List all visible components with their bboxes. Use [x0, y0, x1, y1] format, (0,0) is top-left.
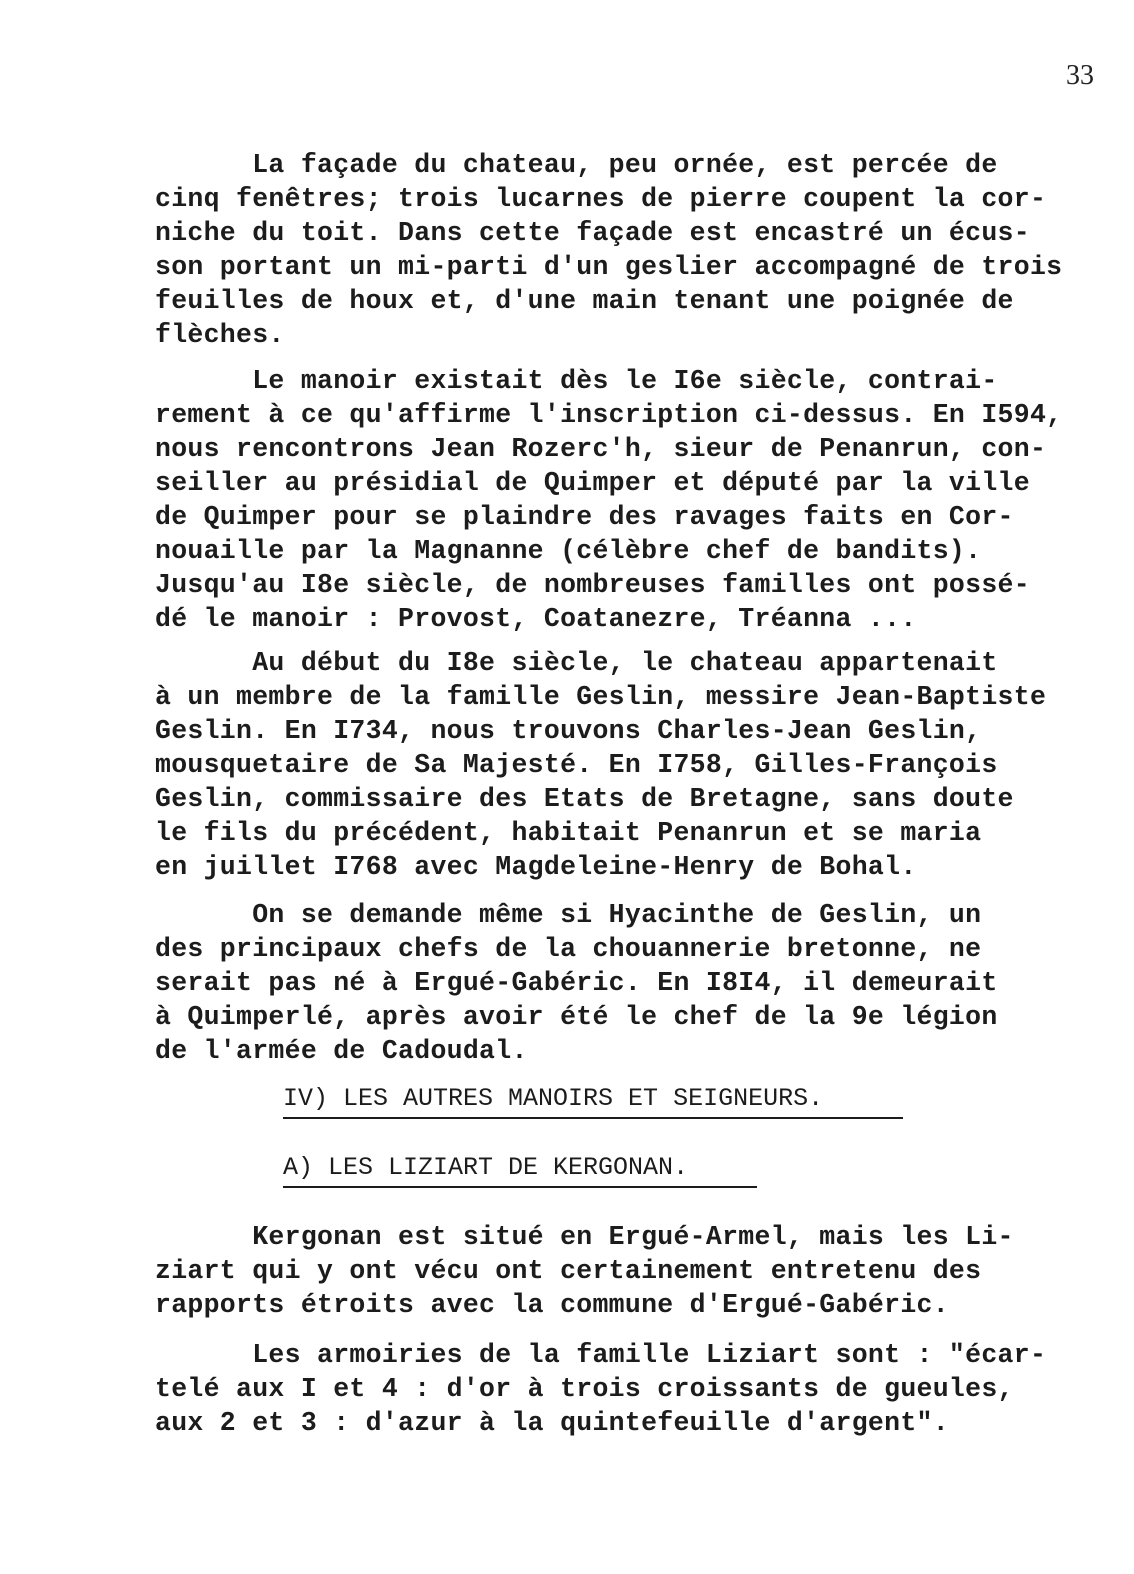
text-line: telé aux I et 4 : d'or à trois croissants de gueules,	[155, 1374, 1014, 1404]
text-line: La façade du chateau, peu ornée, est percée de	[155, 150, 998, 180]
text-line: Jusqu'au I8e siècle, de nombreuses familles ont possé-	[155, 570, 1030, 600]
text-line: niche du toit. Dans cette façade est encastré un écus-	[155, 218, 1030, 248]
text-line: des principaux chefs de la chouannerie bretonne, ne	[155, 934, 982, 964]
section-heading: IV) LES AUTRES MANOIRS ET SEIGNEURS.	[283, 1083, 903, 1119]
text-line: aux 2 et 3 : d'azur à la quintefeuille d'argent".	[155, 1408, 949, 1438]
text-line: Geslin, commissaire des Etats de Bretagne, sans doute	[155, 784, 1014, 814]
paragraph-geslin-family	[155, 646, 1130, 884]
text-line: rement à ce qu'affirme l'inscription ci-dessus. En I594,	[155, 400, 1063, 430]
text-line: dé le manoir : Provost, Coatanezre, Tréanna ...	[155, 604, 917, 634]
text-line: cinq fenêtres; trois lucarnes de pierre coupent la cor-	[155, 184, 1047, 214]
text-line: Au début du I8e siècle, le chateau appartenait	[155, 648, 998, 678]
text-line: seiller au présidial de Quimper et député par la ville	[155, 468, 1030, 498]
text-line: son portant un mi-parti d'un geslier accompagné de trois	[155, 252, 1063, 282]
page-number: 33	[1066, 60, 1094, 91]
text-line: en juillet I768 avec Magdeleine-Henry de Bohal.	[155, 852, 917, 882]
paragraph-facade	[155, 148, 1130, 352]
text-line: rapports étroits avec la commune d'Ergué-Gabéric.	[155, 1290, 949, 1320]
text-line: de Quimper pour se plaindre des ravages faits en Cor-	[155, 502, 1014, 532]
text-line: Le manoir existait dès le I6e siècle, contrai-	[155, 366, 998, 396]
text-line: On se demande même si Hyacinthe de Geslin, un	[155, 900, 982, 930]
text-line: à un membre de la famille Geslin, messire Jean-Baptiste	[155, 682, 1047, 712]
text-line: feuilles de houx et, d'une main tenant une poignée de	[155, 286, 1014, 316]
text-line: flèches.	[155, 320, 285, 350]
text-line: nouaille par la Magnanne (célèbre chef de bandits).	[155, 536, 982, 566]
paragraph-kergonan	[155, 1220, 1130, 1322]
paragraph-hyacinthe-geslin	[155, 898, 1130, 1068]
text-line: à Quimperlé, après avoir été le chef de la 9e légion	[155, 1002, 998, 1032]
subsection-heading: A) LES LIZIART DE KERGONAN.	[283, 1152, 757, 1188]
text-line: Les armoiries de la famille Liziart sont : "écar-	[155, 1340, 1047, 1370]
text-line: de l'armée de Cadoudal.	[155, 1036, 528, 1066]
text-line: serait pas né à Ergué-Gabéric. En I8I4, il demeurait	[155, 968, 998, 998]
paragraph-armoiries	[155, 1338, 1130, 1440]
text-line: nous rencontrons Jean Rozerc'h, sieur de Penanrun, con-	[155, 434, 1047, 464]
text-line: le fils du précédent, habitait Penanrun et se maria	[155, 818, 982, 848]
text-line: Kergonan est situé en Ergué-Armel, mais les Li-	[155, 1222, 1014, 1252]
text-line: mousquetaire de Sa Majesté. En I758, Gilles-François	[155, 750, 998, 780]
paragraph-manoir-history	[155, 364, 1130, 636]
text-line: ziart qui y ont vécu ont certainement entretenu des	[155, 1256, 982, 1286]
text-line: Geslin. En I734, nous trouvons Charles-Jean Geslin,	[155, 716, 982, 746]
